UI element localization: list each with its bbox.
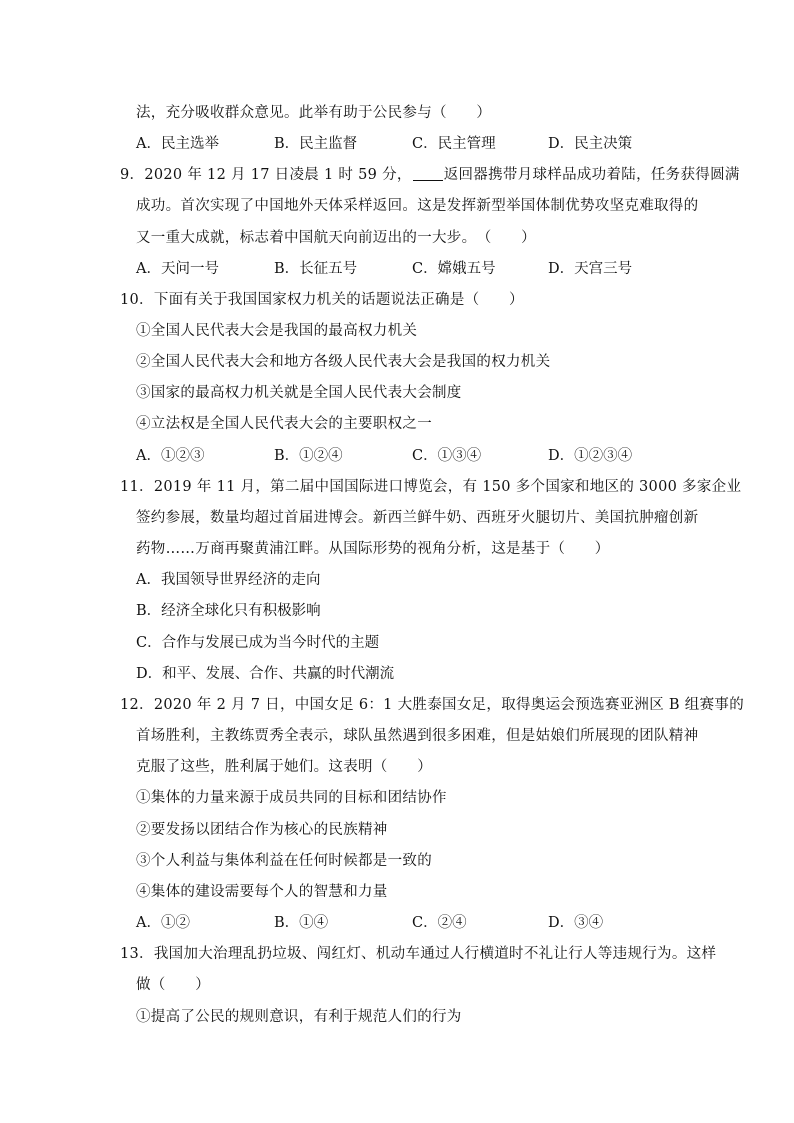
q10-item-1: ①全国人民代表大会是我国的最高权力机关 xyxy=(136,323,418,339)
q13-stem-line-2: 做（ ） xyxy=(136,977,210,993)
q13-item-1: ①提高了公民的规则意识，有利于规范人们的行为 xyxy=(136,1009,462,1025)
q10-item-4: ④立法权是全国人民代表大会的主要职权之一 xyxy=(136,416,432,432)
q12-item-2: ②要发扬以团结合作为核心的民族精神 xyxy=(136,822,388,838)
q11-option-c: C．合作与发展已成为当今时代的主题 xyxy=(136,635,380,651)
q11-stem-line-3: 药物……万商再聚黄浦江畔。从国际形势的视角分析，这是基于（ ） xyxy=(136,541,610,557)
q9-option-c: C．嫦娥五号 xyxy=(412,261,496,277)
q9-option-b: B．长征五号 xyxy=(274,261,358,277)
fill-in-blank xyxy=(413,166,443,181)
q8-stem-continuation: 法，充分吸收群众意见。此举有助于公民参与（ ） xyxy=(136,105,492,121)
q8-option-b: B．民主监督 xyxy=(274,136,358,152)
q11-option-a: A．我国领导世界经济的走向 xyxy=(136,572,321,588)
q12-option-a: A．①② xyxy=(136,915,190,931)
q11-stem-line-1: 11．2019 年 11 月，第二届中国国际进口博览会，有 150 多个国家和地区的 3000 多家企业 xyxy=(120,479,742,495)
q10-item-3: ③国家的最高权力机关就是全国人民代表大会制度 xyxy=(136,385,462,401)
q8-option-a: A．民主选举 xyxy=(136,136,219,152)
q9-stem-part-1: 9．2020 年 12 月 17 日凌晨 1 时 59 分， xyxy=(120,167,412,183)
q12-stem-line-1: 12．2020 年 2 月 7 日，中国女足 6：1 大胜泰国女足，取得奥运会预选赛亚洲区 B 组赛事的 xyxy=(120,697,744,713)
q11-option-d: D．和平、发展、合作、共赢的时代潮流 xyxy=(136,666,395,682)
q9-stem-part-2: 返回器携带月球样品成功着陆，任务获得圆满 xyxy=(443,167,740,183)
q12-stem-line-2: 首场胜利，主教练贾秀全表示，球队虽然遇到很多困难，但是姑娘们所展现的团队精神 xyxy=(136,728,699,744)
q12-stem-line-3: 克服了这些，胜利属于她们。这表明（ ） xyxy=(136,759,432,775)
q12-option-b: B．①④ xyxy=(274,915,329,931)
q8-option-d: D．民主决策 xyxy=(548,136,633,152)
q12-item-3: ③个人利益与集体利益在任何时候都是一致的 xyxy=(136,853,432,869)
q10-option-a: A．①②③ xyxy=(136,448,205,464)
q13-stem-line-1: 13．我国加大治理乱扔垃圾、闯红灯、机动车通过人行横道时不礼让行人等违规行为。这样 xyxy=(120,946,717,962)
q9-stem-line-3: 又一重大成就，标志着中国航天向前迈出的一大步。 （ ） xyxy=(136,230,536,246)
q12-option-c: C．②④ xyxy=(412,915,467,931)
q10-option-d: D．①②③④ xyxy=(548,448,633,464)
q8-option-c: C．民主管理 xyxy=(412,136,496,152)
q12-item-1: ①集体的力量来源于成员共同的目标和团结协作 xyxy=(136,790,447,806)
q10-item-2: ②全国人民代表大会和地方各级人民代表大会是我国的权力机关 xyxy=(136,354,551,370)
q9-stem-line-1 xyxy=(120,165,740,185)
q11-option-b: B．经济全球化只有积极影响 xyxy=(136,603,321,619)
q11-stem-line-2: 签约参展，数量均超过首届进博会。新西兰鲜牛奶、西班牙火腿切片、美国抗肿瘤创新 xyxy=(136,510,699,526)
q9-option-d: D．天宫三号 xyxy=(548,261,633,277)
q10-stem: 10．下面有关于我国国家权力机关的话题说法正确是（ ） xyxy=(120,292,524,308)
q10-option-c: C．①③④ xyxy=(412,448,482,464)
q9-stem-line-2: 成功。首次实现了中国地外天体采样返回。这是发挥新型举国体制优势攻坚克难取得的 xyxy=(136,198,699,214)
q10-option-b: B．①②④ xyxy=(274,448,343,464)
q12-option-d: D．③④ xyxy=(548,915,604,931)
q9-option-a: A．天问一号 xyxy=(136,261,219,277)
q12-item-4: ④集体的建设需要每个人的智慧和力量 xyxy=(136,884,388,900)
